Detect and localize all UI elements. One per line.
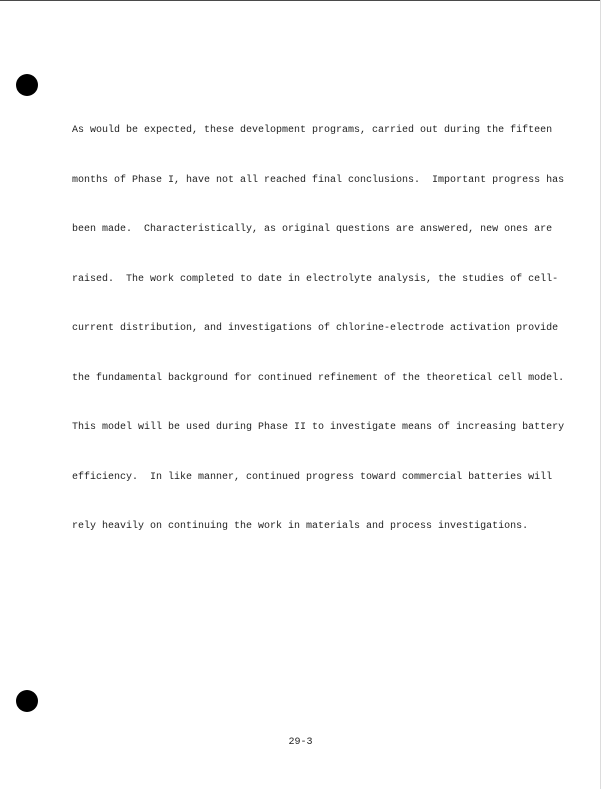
- body-line: been made. Characteristically, as original questions are answered, new ones are: [72, 224, 553, 235]
- body-line: the fundamental background for continued refinement of the theoretical cell model.: [72, 372, 565, 384]
- scan-edge-top: [0, 0, 601, 1]
- body-line: current distribution, and investigations of chlorine-electrode activation provide: [72, 323, 559, 334]
- body-line: months of Phase I, have not all reached final conclusions. Important progress has: [72, 174, 565, 186]
- body-line: As would be expected, these development programs, carried out during the fifteen: [72, 125, 553, 136]
- page-number: 29-3: [288, 737, 313, 748]
- hole-punch-top: [16, 74, 38, 96]
- body-line: rely heavily on continuing the work in materials and process investigations.: [72, 521, 529, 532]
- body-paragraph: [72, 90, 572, 552]
- body-line: This model will be used during Phase II to investigate means of increasing battery: [72, 422, 565, 433]
- body-line: efficiency. In like manner, continued progress toward commercial batteries will: [72, 471, 553, 483]
- body-line: raised. The work completed to date in electrolyte analysis, the studies of cell-: [72, 273, 559, 285]
- hole-punch-bottom: [16, 690, 38, 712]
